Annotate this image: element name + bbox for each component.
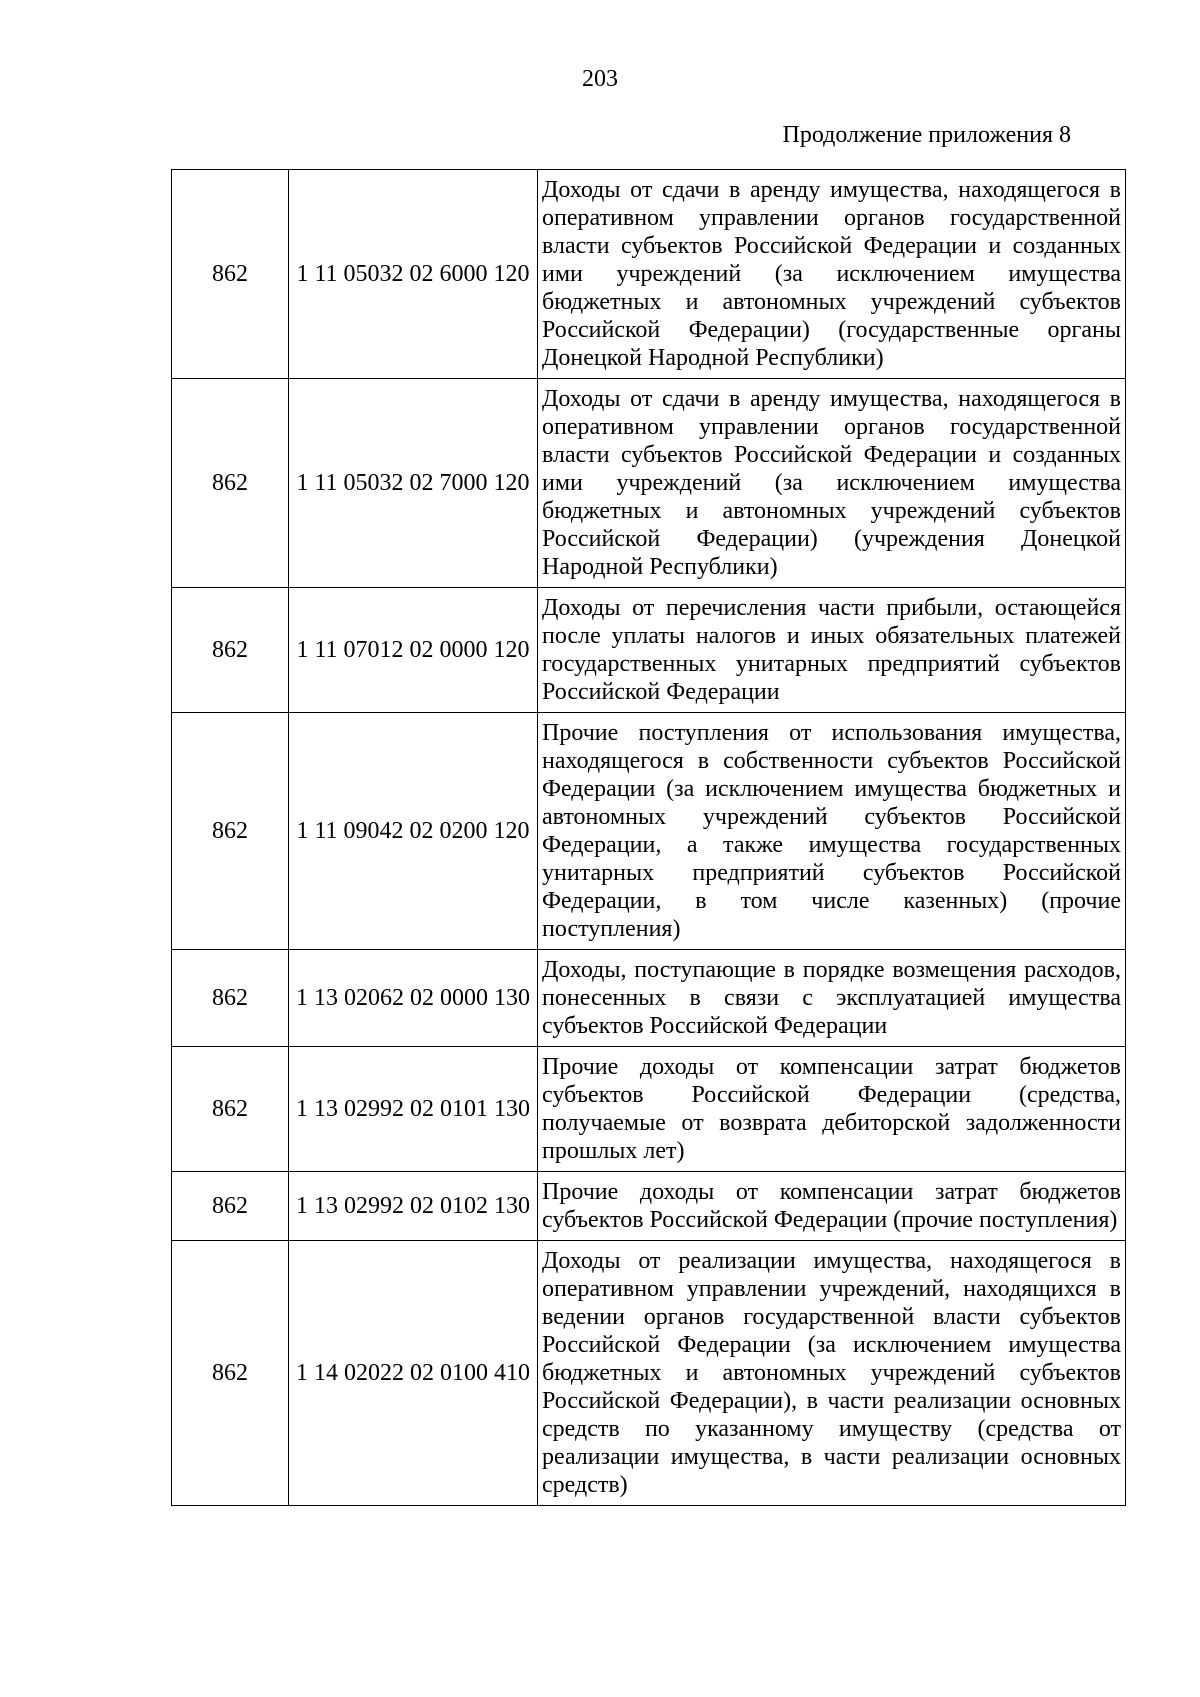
admin-code-cell: 862 — [172, 1172, 289, 1241]
description-cell: Прочие доходы от компенсации затрат бюджетов субъектов Российской Федерации (прочие поступления) — [538, 1172, 1126, 1241]
description-cell: Прочие доходы от компенсации затрат бюджетов субъектов Российской Федерации (средства, получаемые от возврата дебиторской задолженности прошлых лет) — [538, 1047, 1126, 1172]
table-row — [172, 1172, 1126, 1241]
budget-code-cell: 1 11 09042 02 0200 120 — [289, 713, 538, 950]
table-row — [172, 713, 1126, 950]
page-number: 203 — [582, 66, 618, 92]
admin-code-cell: 862 — [172, 588, 289, 713]
admin-code-cell: 862 — [172, 1241, 289, 1506]
budget-code-cell: 1 14 02022 02 0100 410 — [289, 1241, 538, 1506]
description-cell: Доходы от сдачи в аренду имущества, находящегося в оперативном управлении органов государственной власти субъектов Российской Федерации и созданных ими учреждений (за исключением имущества бюджетных и автономных учреждений субъектов Российской Федерации) (государственные органы Донецкой Народной Республики) — [538, 170, 1126, 379]
table-row — [172, 170, 1126, 379]
table-row — [172, 1047, 1126, 1172]
admin-code-cell: 862 — [172, 170, 289, 379]
budget-code-cell: 1 13 02062 02 0000 130 — [289, 950, 538, 1047]
description-cell: Доходы от перечисления части прибыли, остающейся после уплаты налогов и иных обязательных платежей государственных унитарных предприятий субъектов Российской Федерации — [538, 588, 1126, 713]
description-cell: Доходы от реализации имущества, находящегося в оперативном управлении учреждений, находящихся в ведении органов государственной власти субъектов Российской Федерации (за исключением имущества бюджетных и автономных учреждений субъектов Российской Федерации), в части реализации основных средств по указанному имуществу (средства от реализации имущества, в части реализации основных средств) — [538, 1241, 1126, 1506]
description-cell: Доходы, поступающие в порядке возмещения расходов, понесенных в связи с эксплуатацией имущества субъектов Российской Федерации — [538, 950, 1126, 1047]
budget-code-cell: 1 11 07012 02 0000 120 — [289, 588, 538, 713]
admin-code-cell: 862 — [172, 1047, 289, 1172]
budget-code-cell: 1 11 05032 02 7000 120 — [289, 379, 538, 588]
revenue-codes-table — [171, 169, 1126, 1506]
admin-code-cell: 862 — [172, 713, 289, 950]
table-row — [172, 379, 1126, 588]
budget-code-cell: 1 11 05032 02 6000 120 — [289, 170, 538, 379]
description-cell: Доходы от сдачи в аренду имущества, находящегося в оперативном управлении органов государственной власти субъектов Российской Федерации и созданных ими учреждений (за исключением имущества бюджетных и автономных учреждений субъектов Российской Федерации) (учреждения Донецкой Народной Республики) — [538, 379, 1126, 588]
budget-code-cell: 1 13 02992 02 0102 130 — [289, 1172, 538, 1241]
admin-code-cell: 862 — [172, 379, 289, 588]
appendix-continuation-label: Продолжение приложения 8 — [782, 122, 1071, 148]
table-row — [172, 588, 1126, 713]
admin-code-cell: 862 — [172, 950, 289, 1047]
description-cell: Прочие поступления от использования имущества, находящегося в собственности субъектов Российской Федерации (за исключением имущества бюджетных и автономных учреждений субъектов Российской Федерации, а также имущества государственных унитарных предприятий субъектов Российской Федерации, в том числе казенных) (прочие поступления) — [538, 713, 1126, 950]
table-row — [172, 950, 1126, 1047]
table-row — [172, 1241, 1126, 1506]
budget-code-cell: 1 13 02992 02 0101 130 — [289, 1047, 538, 1172]
